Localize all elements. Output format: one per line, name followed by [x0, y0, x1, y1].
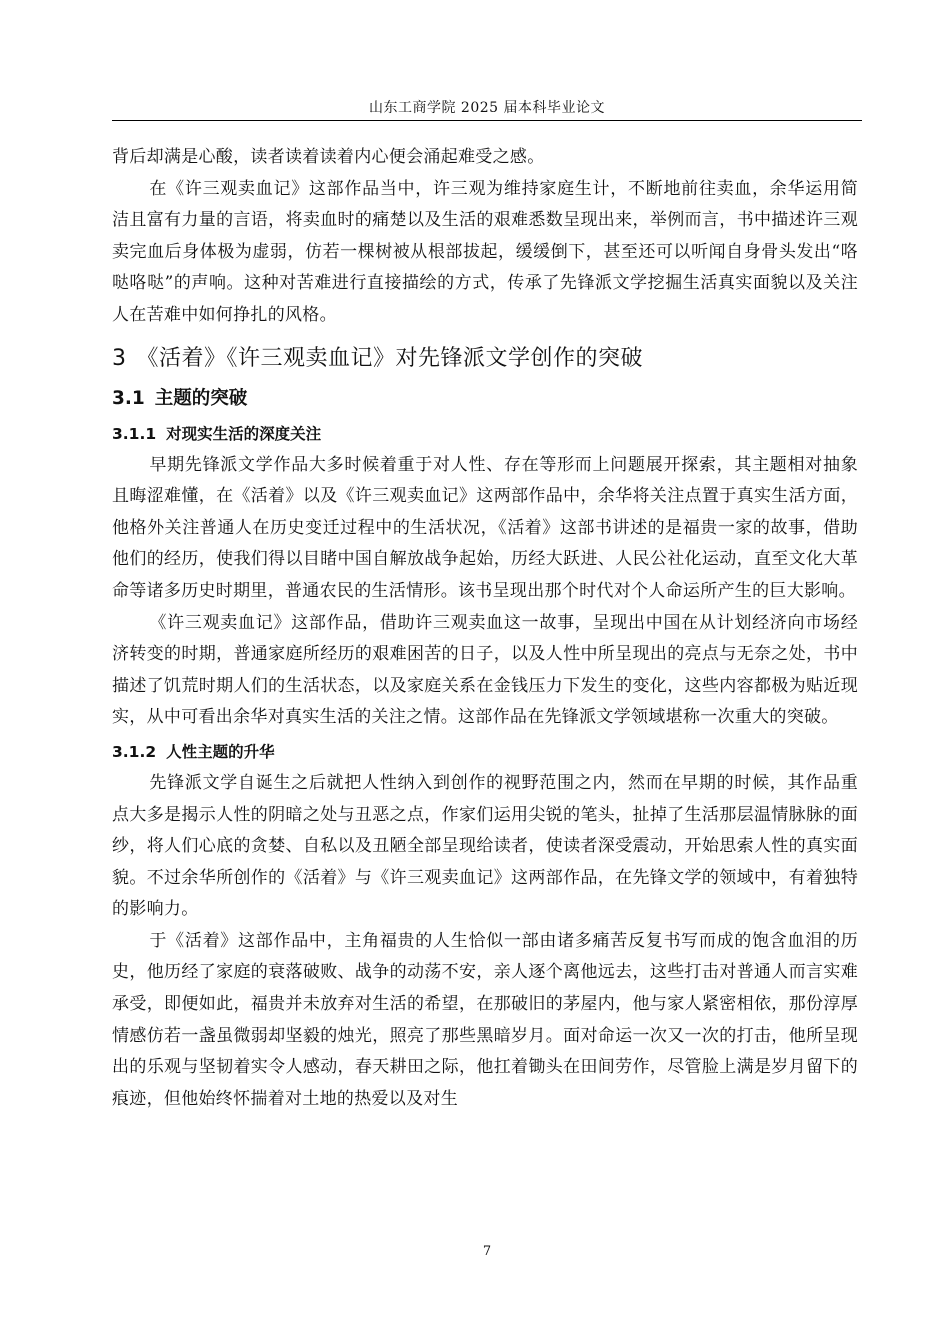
- page-content: [112, 142, 858, 1115]
- paragraph-continued: 背后却满是心酸，读者读着读着内心便会涌起难受之感。: [112, 147, 545, 167]
- running-header: 山东工商学院 2025 届本科毕业论文: [368, 100, 606, 116]
- page-number: 7: [482, 1244, 492, 1259]
- section-title: 《活着》《许三观卖血记》对先锋派文学创作的突破: [136, 345, 644, 371]
- section-title: 人性主题的升华: [166, 742, 275, 761]
- section-number: 3: [112, 345, 127, 371]
- section-number: 3.1.1: [112, 424, 157, 443]
- section-heading-3-1-1: [112, 420, 858, 448]
- paragraph-xusanguan-market: 《许三观卖血记》这部作品，借助许三观卖血这一故事，呈现出中国在从计划经济向市场经济转变的时期，普通家庭所经历的艰难困苦的日子，以及人性中所呈现出的亮点与无奈之处，书中描述了饥荒时期人们的生活状态，以及家庭关系在金钱压力下发生的变化，这些内容都极为贴近现实，从中可看出余华对真实生活的关注之情。这部作品在先锋派文学领域堪称一次重大的突破。: [112, 612, 858, 728]
- section-title: 主题的突破: [154, 387, 248, 409]
- section-number: 3.1.2: [112, 742, 157, 761]
- paragraph-human-nature: 先锋派文学自诞生之后就把人性纳入到创作的视野范围之内，然而在早期的时候，其作品重点大多是揭示人性的阴暗之处与丑恶之点，作家们运用尖锐的笔头，扯掉了生活那层温情脉脉的面纱，将人们心底的贪婪、自私以及丑陋全部呈现给读者，使读者深受震动，开始思索人性的真实面貌。不过余华所创作的《活着》与《许三观卖血记》这两部作品，在先锋文学的领域中，有着独特的影响力。: [112, 772, 858, 920]
- paragraph-fugui: 于《活着》这部作品中，主角福贵的人生恰似一部由诸多痛苦反复书写而成的饱含血泪的历史，他历经了家庭的衰落破败、战争的动荡不安，亲人逐个离他远去，这些打击对普通人而言实难承受，即便如此，福贵并未放弃对生活的希望，在那破旧的茅屋内，他与家人紧密相依，那份淳厚情感仿若一盏虽微弱却坚毅的烛光，照亮了那些黑暗岁月。面对命运一次又一次的打击，他所呈现出的乐观与坚韧着实令人感动，春天耕田之际，他扛着锄头在田间劳作，尽管脸上满是岁月留下的痕迹，但他始终怀揣着对土地的热爱以及对生: [112, 930, 858, 1109]
- header-rule: [112, 120, 862, 121]
- paragraph-early-avantgarde: 早期先锋派文学作品大多时候着重于对人性、存在等形而上问题展开探索，其主题相对抽象且晦涩难懂，在《活着》以及《许三观卖血记》这两部作品中，余华将关注点置于真实生活方面，他格外关注普通人在历史变迁过程中的生活状况，《活着》这部书讲述的是福贵一家的故事，借助他们的经历，使我们得以目睹中国自解放战争起始，历经大跃进、人民公社化运动，直至文化大革命等诸多历史时期里，普通农民的生活情形。该书呈现出那个时代对个人命运所产生的巨大影响。: [112, 454, 858, 601]
- paragraph-xusanguan-intro: 在《许三观卖血记》这部作品当中，许三观为维持家庭生计，不断地前往卖血，余华运用简洁且富有力量的言语，将卖血时的痛楚以及生活的艰难悉数呈现出来，举例而言，书中描述许三观卖完血后身体极为虚弱，仿若一棵树被从根部拔起，缓缓倒下，甚至还可以听闻自身骨头发出“咯哒咯哒”的声响。这种对苦难进行直接描绘的方式，传承了先锋派文学挖掘生活真实面貌以及关注人在苦难中如何挣扎的风格。: [112, 178, 858, 325]
- section-number: 3.1: [112, 387, 145, 409]
- section-heading-3-1-2: [112, 738, 858, 766]
- section-title: 对现实生活的深度关注: [166, 424, 322, 443]
- section-heading-3-1: [112, 384, 858, 414]
- section-heading-3: [112, 342, 858, 376]
